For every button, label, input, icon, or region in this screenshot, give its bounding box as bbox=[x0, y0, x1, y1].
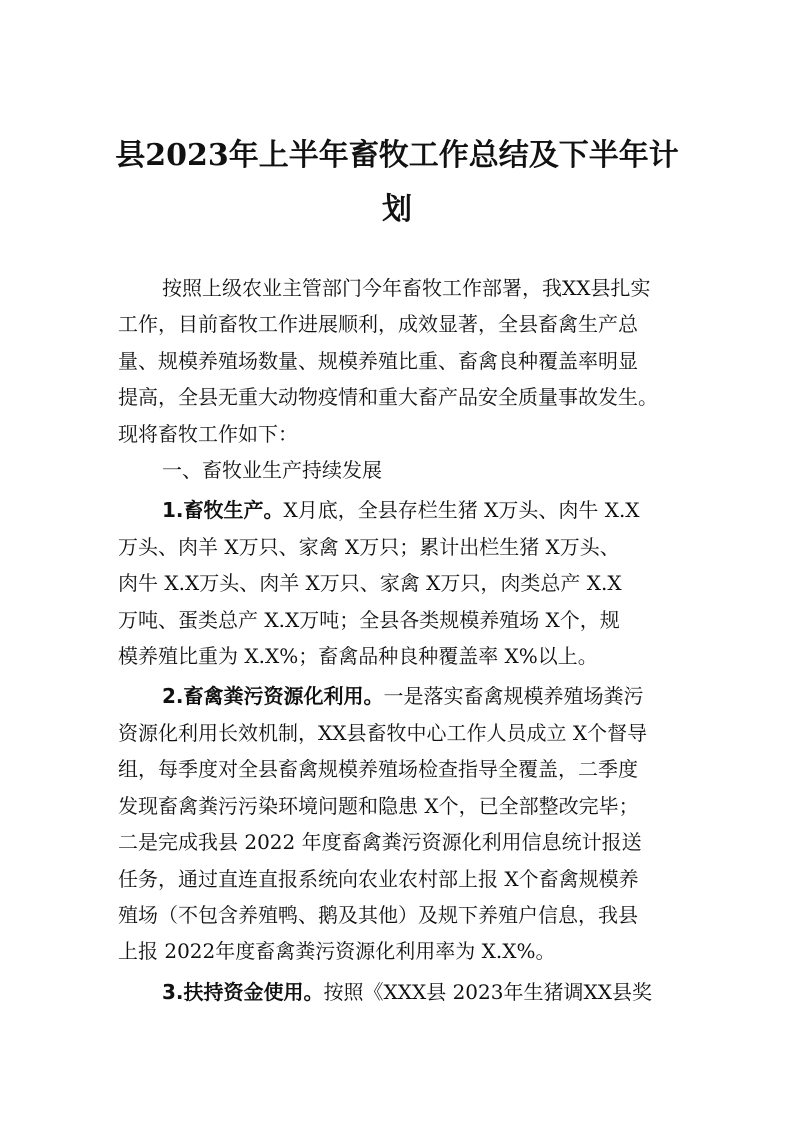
paragraph-line: 上报 2022年度畜禽粪污资源化利用率为 X.X%。 bbox=[118, 939, 556, 964]
paragraph-line: 二是完成我县 2022 年度畜禽粪污资源化利用信息统计报送 bbox=[118, 830, 642, 855]
paragraph-line: 按照上级农业主管部门今年畜牧工作部署，我XX县扎实 bbox=[162, 276, 651, 300]
document-title-continued: 划 bbox=[382, 192, 412, 227]
item-lead: 2.畜禽粪污资源化利用。 bbox=[162, 684, 384, 709]
paragraph-line: 万头、肉羊 X万只、家禽 X万只；累计出栏生猪 X万头、 bbox=[118, 534, 620, 559]
section-heading: 一、畜牧业生产持续发展 bbox=[162, 458, 382, 483]
paragraph-line: 提高，全县无重大动物疫情和重大畜产品安全质量事故发生。 bbox=[118, 385, 658, 410]
intro-paragraph bbox=[118, 270, 684, 452]
paragraph-line: 肉牛 X.X万头、肉羊 X万只、家禽 X万只，肉类总产 X.X bbox=[118, 571, 622, 596]
paragraph-line: 工作，目前畜牧工作进展顺利，成效显著，全县畜禽生产总 bbox=[118, 312, 638, 337]
paragraph-line: 量、规模养殖场数量、规模养殖比重、畜禽良种覆盖率明显 bbox=[118, 348, 638, 373]
document-title: 县2023年上半年畜牧工作总结及下半年计 bbox=[115, 138, 679, 173]
item-livestock-production bbox=[118, 492, 684, 674]
item-text: 一是落实畜禽规模养殖场粪污 bbox=[383, 684, 644, 709]
paragraph-line bbox=[118, 678, 684, 714]
paragraph-line: 任务，通过直连直报系统向农业农村部上报 X个畜禽规模养 bbox=[118, 866, 639, 891]
item-lead: 1.畜牧生产。 bbox=[162, 498, 284, 523]
paragraph-line: 模养殖比重为 X.X%；畜禽品种良种覆盖率 X%以上。 bbox=[118, 644, 598, 669]
paragraph-line bbox=[118, 974, 684, 1010]
document-body bbox=[118, 270, 684, 1010]
paragraph-line: 万吨、蛋类总产 X.X万吨；全县各类规模养殖场 X个，规 bbox=[118, 607, 620, 632]
paragraph-line: 现将畜牧工作如下： bbox=[118, 421, 298, 446]
item-funding-use bbox=[118, 974, 684, 1010]
paragraph-line bbox=[118, 492, 684, 528]
item-manure-utilization bbox=[118, 678, 684, 969]
paragraph-line: 发现畜禽粪污污染环境问题和隐患 X个，已全部整改完毕； bbox=[118, 793, 639, 818]
paragraph-line: 组，每季度对全县畜禽规模养殖场检查指导全覆盖，二季度 bbox=[118, 757, 638, 782]
paragraph-line: 资源化利用长效机制，XX县畜牧中心工作人员成立 X个督导 bbox=[118, 720, 648, 745]
item-lead: 3.扶持资金使用。 bbox=[162, 979, 324, 1004]
item-text: X月底，全县存栏生猪 X万头、肉牛 X.X bbox=[283, 498, 640, 523]
paragraph-line: 殖场（不包含养殖鸭、鹅及其他）及规下养殖户信息，我县 bbox=[118, 902, 638, 927]
item-text: 按照《XXX县 2023年生猪调XX县奖 bbox=[323, 979, 652, 1004]
